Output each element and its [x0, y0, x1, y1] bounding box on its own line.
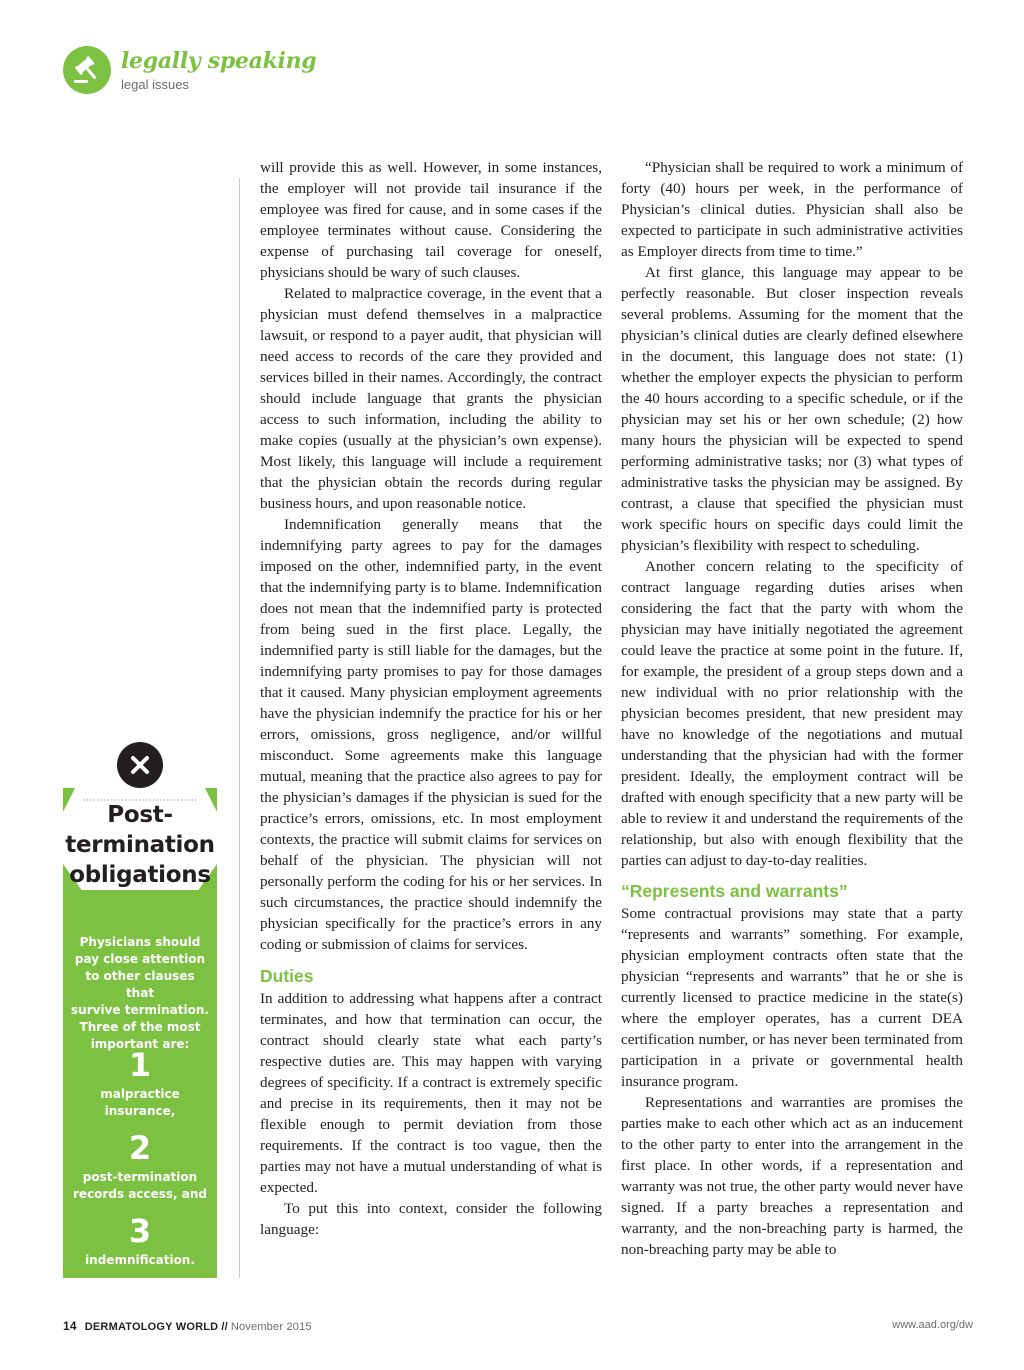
callout-item-line: malpractice: [100, 1087, 180, 1101]
callout-title-line: obligations: [69, 862, 211, 888]
paragraph: To put this into context, consider the following language:: [260, 1200, 602, 1238]
subheading-duties: Duties: [260, 966, 314, 986]
paragraph: Another concern relating to the specificity of contract language regarding duties arises when considering the fact that the party with whom the physician may have initially negotiated the agreement could leave the practice at some point in the future. If, for example, the president of a group steps down and a new individual with no prior relationship with the physician becomes president, that new president may have no knowledge of the negotiations and mutual understanding that the physician had with the former president. Ideally, the employment contract will be drafted with enough specificity that a new party will be able to review it and understand the requirements of the relationship, but also with enough flexibility that the parties can adjust to day-to-day realities.: [621, 558, 963, 869]
callout-number: 3: [128, 1212, 152, 1250]
callout-intro-line: Physicians should: [79, 935, 201, 949]
quote-paragraph: “Physician shall be required to work a minimum of forty (40) hours per week, in the performance of Physician’s clinical duties. Physician shall also be expected to participate in such administrative activities as Employer directs from time to time.”: [621, 159, 963, 260]
column-divider: [239, 178, 240, 1278]
callout-item-line: insurance,: [104, 1104, 176, 1118]
footer-url[interactable]: www.aad.org/dw: [892, 1319, 973, 1331]
gavel-icon: [63, 46, 111, 94]
paragraph: Representations and warranties are promises the parties make to each other which act as an inducement to the other party to enter into the arrangement in the first place. In other words, if a representation and warranty was not true, the other party would never have signed. If a party breaches a representation and warranty, and the non-breaching party is harmed, the non-breaching party may be able to: [621, 1094, 963, 1258]
callout-intro-line: pay close attention: [74, 952, 206, 966]
callout-item-line: post-termination: [82, 1170, 198, 1184]
callout-item-line: records access, and: [73, 1187, 207, 1201]
section-subtitle: legal issues: [121, 77, 189, 92]
callout-title: [63, 800, 217, 890]
paragraph: will provide this as well. However, in some instances, the employer will not provide tail insurance if the employee was fired for cause, and in some cases if the employee terminates without cause. Considering the expense of purchasing tail coverage for oneself, physicians should be wary of such clauses.: [260, 159, 602, 281]
paragraph: Related to malpractice coverage, in the event that a physician must defend themselves in a malpractice lawsuit, or respond to a payer audit, that physician will need access to records of the care they provided and services billed in their names. Accordingly, the contract should include language that grants the physician access to such information, including the ability to make copies (usually at the physician’s own expense). Most likely, this language will include a requirement that the physician obtain the records during regular business hours, and upon reasonable notice.: [260, 285, 602, 512]
page-number: 14: [63, 1319, 77, 1333]
paragraph: At first glance, this language may appear to be perfectly reasonable. But closer inspection reveals several problems. Assuming for the moment that the physician’s clinical duties are clearly defined elsewhere in the document, this language does not state: (1) whether the employer expects the physician to perform the 40 hours according to a specific schedule, or if the physician may set his or her own schedule; (2) how many hours the physician will be expected to spend performing administrative tasks; nor (3) what types of administrative tasks the physician may be assigned. By contrast, a clause that specified the physician must work specific hours on specific days could limit the physician’s flexibility with respect to scheduling.: [621, 264, 963, 554]
paragraph: Indemnification generally means that the indemnifying party agrees to pay for the damages imposed on the other, indemnified party, in the event that the indemnifying party is to blame. Indemnification does not mean that the indemnified party is protected from being sued in the first place. Legally, the indemnified party is still liable for the damages, but the indemnifying party promises to pay for those damages that it caused. Many physician employment agreements have the physician indemnify the practice for his or her errors, omissions, gross negligence, and/or willful misconduct. Some agreements make this language mutual, meaning that the practice also agrees to pay for the physician’s damages if the physician is sued for the practice’s errors, omissions, etc. In most employment contexts, the practice will submit claims for services on behalf of the physician. The physician will not personally perform the coding for his or her services. In such circumstances, the practice should indemnify the physician specifically for the practice’s errors in any coding or submission of claims for services.: [260, 516, 602, 953]
footer-separator: //: [221, 1321, 228, 1333]
article-column-right: [621, 157, 963, 1260]
callout-title-line: termination: [65, 832, 215, 858]
paragraph: Some contractual provisions may state that a party “represents and warrants” something. For example, physician employment contracts often state that the physician “represents and warrants” that he or she is currently licensed to practice medicine in the state(s) where the employer operates, has a current DEA certification number, or has never been terminated from participation in a private or governmental health insurance program.: [621, 905, 963, 1090]
issue-date: November 2015: [230, 1321, 312, 1333]
callout-intro-line: important are:: [90, 1037, 190, 1051]
footer-folio: [63, 1319, 312, 1333]
magazine-name: DERMATOLOGY WORLD: [84, 1321, 219, 1333]
close-x-icon: [117, 742, 163, 788]
callout-intro-line: to other clauses that: [85, 969, 195, 1000]
callout-item-label: [63, 1086, 217, 1120]
callout-intro-line: Three of the most: [79, 1020, 201, 1034]
callout-item-label: [63, 1252, 217, 1269]
callout-number: 1: [128, 1046, 152, 1084]
callout-intro: [71, 934, 209, 1053]
callout-item-line: indemnification.: [85, 1253, 195, 1267]
callout-item-label: [63, 1169, 217, 1203]
section-title: legally speaking: [121, 48, 317, 74]
callout-box: [63, 890, 217, 1278]
callout-intro-line: survive termination.: [71, 1003, 209, 1017]
subheading-represents-warrants: “Represents and warrants”: [621, 881, 848, 901]
article-column-middle: [260, 157, 602, 1240]
paragraph: In addition to addressing what happens after a contract terminates, and how that termination can occur, the contract should clearly state what each party’s respective duties are. This may happen with varying degrees of specificity. If a contract is extremely specific and precise in its requirements, then it may not be flexible enough to permit deviation from those requirements. If the contract is too vague, then the parties may not have a mutual understanding of what is expected.: [260, 990, 602, 1196]
callout-number: 2: [128, 1129, 152, 1167]
callout-title-line: Post-: [107, 802, 173, 828]
